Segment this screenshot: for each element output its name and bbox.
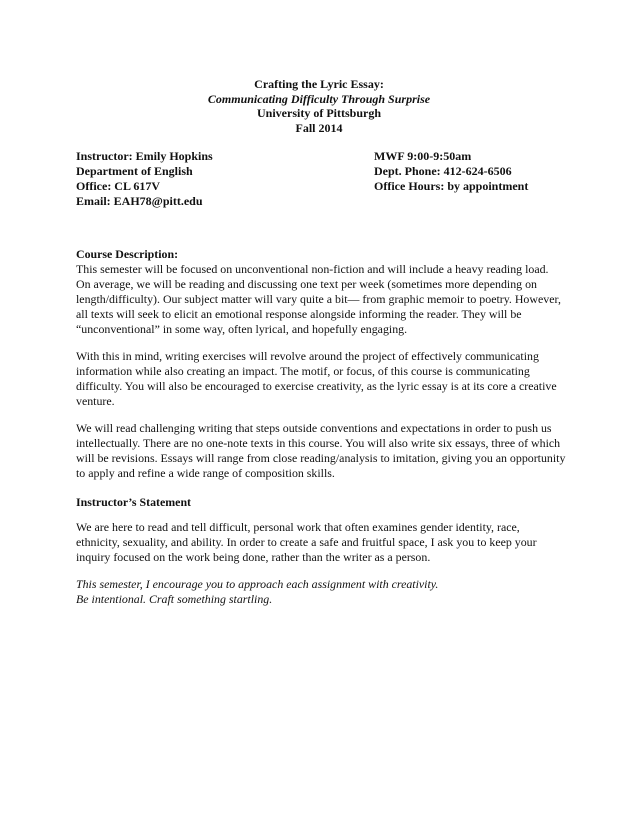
- course-description-heading: Course Description:: [76, 247, 179, 261]
- document-header: [0, 77, 638, 135]
- info-row: [76, 194, 556, 209]
- department: Department of English: [76, 164, 193, 178]
- info-row: [76, 179, 556, 194]
- office-hours: Office Hours: by appointment: [374, 179, 529, 193]
- course-title: Crafting the Lyric Essay:: [254, 77, 384, 91]
- course-description-paragraph-3: We will read challenging writing that steps outside conventions and expectations in order to push us intellectually. There are no one-note texts in this course. You will also write six essays, three of which will be revisions. Essays will range from close reading/analysis to imitation, giving you an opportunity to apply and refine a wide range of composition skills.: [76, 421, 566, 480]
- closing-line-1: This semester, I encourage you to approach each assignment with creativity.: [76, 577, 439, 591]
- email: Email: EAH78@pitt.edu: [76, 194, 203, 208]
- class-schedule: MWF 9:00-9:50am: [374, 149, 472, 163]
- instructor-info: [76, 149, 556, 209]
- instructor-name: Instructor: Emily Hopkins: [76, 149, 213, 163]
- info-row: [76, 164, 556, 179]
- course-description-paragraph-2: With this in mind, writing exercises will revolve around the project of effectively communicating information while also creating an impact. The motif, or focus, of this course is communicating difficulty. You will also be encouraged to exercise creativity, as the lyric essay is at its core a creative venture.: [76, 349, 557, 408]
- closing-statement: [76, 577, 566, 607]
- instructor-statement-heading: Instructor’s Statement: [76, 495, 192, 509]
- course-subtitle: Communicating Difficulty Through Surprise: [207, 91, 431, 106]
- document-body: [76, 247, 566, 607]
- info-row: [76, 149, 556, 164]
- instructor-statement-paragraph: We are here to read and tell difficult, personal work that often examines gender identity, race, ethnicity, sexuality, and ability. In order to create a safe and fruitful space, I ask you to keep your inquiry focused on the work being done, rather than the writer as a person.: [76, 520, 537, 564]
- term: Fall 2014: [295, 120, 343, 135]
- office: Office: CL 617V: [76, 179, 160, 193]
- closing-line-2: Be intentional. Craft something startling.: [76, 592, 273, 606]
- university-name: University of Pittsburgh: [257, 106, 381, 120]
- dept-phone: Dept. Phone: 412-624-6506: [374, 164, 512, 178]
- course-description-paragraph-1: This semester will be focused on unconventional non-fiction and will include a heavy reading load. On average, we will be reading and discussing one text per week (sometimes more depending on length/difficulty). Our subject matter will vary quite a bit— from graphic memoir to poetry. However, all texts will seek to elicit an emotional response alongside informing the reader. They will be “unconventional” in some way, often lyrical, and hopefully engaging.: [76, 262, 561, 336]
